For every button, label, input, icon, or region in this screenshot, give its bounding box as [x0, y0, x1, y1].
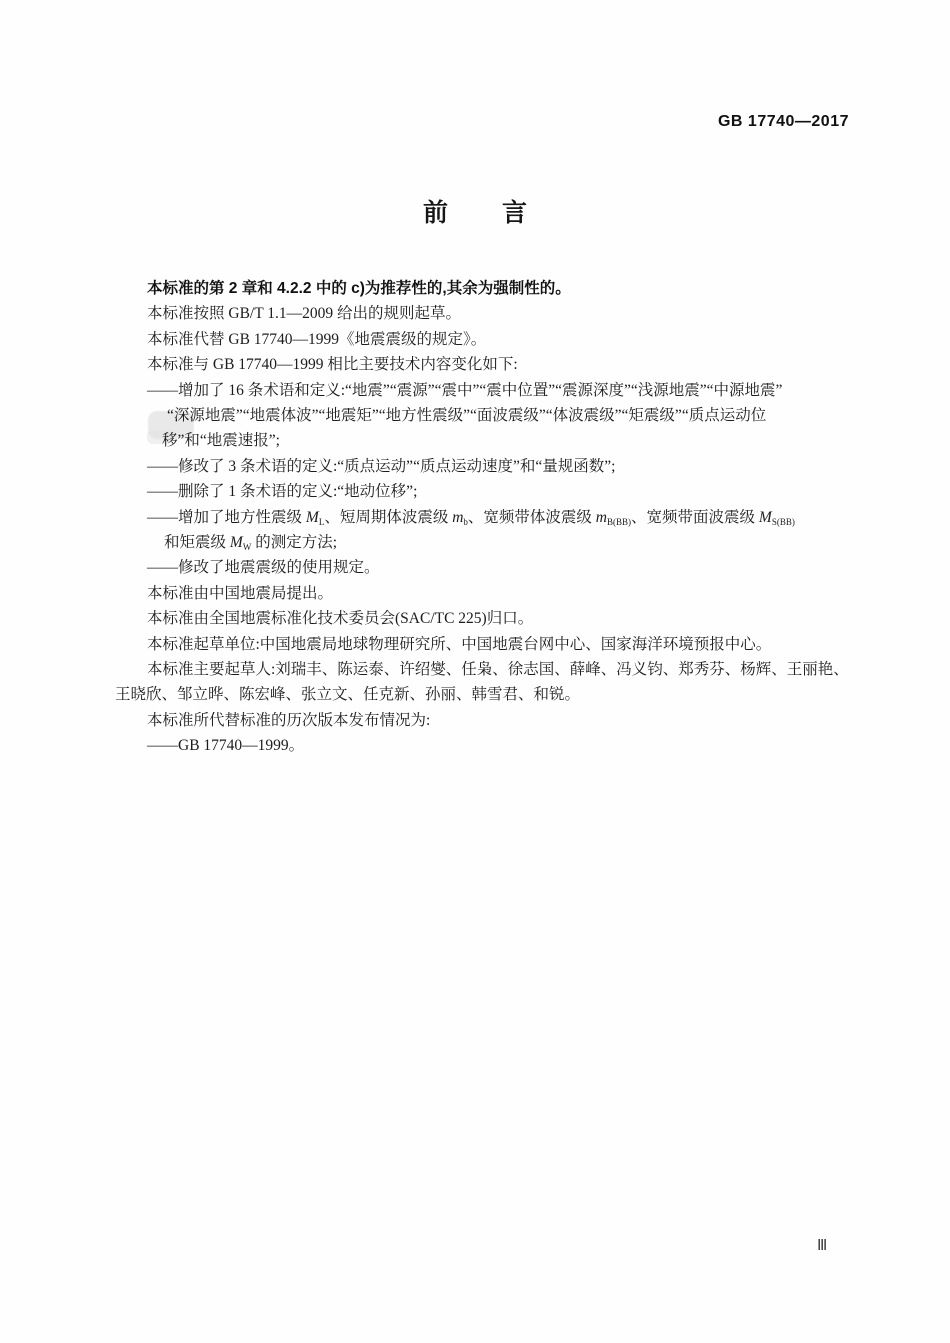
- magnitude-symbol: m: [452, 509, 464, 526]
- body-line: ——修改了地震震级的使用规定。: [147, 559, 380, 576]
- body-line: 移”和“地震速报”;: [162, 432, 280, 449]
- magnitude-symbol: M: [305, 509, 319, 526]
- body-line: 本标准所代替标准的历次版本发布情况为:: [147, 712, 431, 729]
- body-line: 本标准由中国地震局提出。: [147, 585, 334, 602]
- magnitude-symbol: m: [595, 509, 607, 526]
- body-line: 本标准代替 GB 17740—1999《地震震级的规定》。: [147, 331, 487, 348]
- magnitude-subscript: L: [318, 517, 325, 527]
- body-line: 本标准按照 GB/T 1.1—2009 给出的规则起草。: [147, 305, 462, 322]
- body-line: “深源地震”“地震体波”“地震矩”“地方性震级”“面波震级”“体波震级”“矩震级”“质点运动位: [167, 407, 767, 424]
- magnitude-subscript: W: [242, 542, 252, 552]
- body-line: 本标准与 GB 17740—1999 相比主要技术内容变化如下:: [147, 356, 518, 373]
- magnitude-subscript: b: [463, 517, 468, 527]
- body-line: 和矩震级 $M_W$ 的测定方法;: [164, 534, 337, 552]
- standard-number-header: GB 17740—2017: [717, 113, 849, 130]
- body-line: ——增加了 16 条术语和定义:“地震”“震源”“震中”“震中位置”“震源深度”“浅源地震”“中源地震”: [147, 382, 783, 399]
- body-line: 本标准主要起草人:刘瑞丰、陈运泰、许绍燮、任枭、徐志国、薛峰、冯义钧、郑秀芬、杨辉、王丽艳、: [147, 661, 849, 678]
- page-title-char: 前: [422, 199, 448, 227]
- body-line: 本标准起草单位:中国地震局地球物理研究所、中国地震台网中心、国家海洋环境预报中心。: [147, 636, 772, 653]
- body-line: ——增加了地方性震级 $M_L$、短周期体波震级 $m_b$、宽频带体波震级 $m_{B(BB)}$、宽频带面波震级 $M_{S(BB)}$: [147, 509, 795, 527]
- magnitude-symbol: M: [758, 509, 772, 526]
- body-line: ——修改了 3 条术语的定义:“质点运动”“质点运动速度”和“量规函数”;: [147, 458, 616, 475]
- body-line: ——删除了 1 条术语的定义:“地动位移”;: [147, 483, 418, 500]
- magnitude-symbol: M: [229, 534, 243, 551]
- body-line: 本标准由全国地震标准化技术委员会(SAC/TC 225)归口。: [147, 610, 534, 627]
- body-line: 王晓欣、邹立晔、陈宏峰、张立文、任克新、孙丽、韩雪君、和锐。: [115, 686, 581, 703]
- magnitude-subscript: S(BB): [771, 517, 795, 527]
- body-line: 本标准的第 2 章和 4.2.2 中的 c)为推荐性的,其余为强制性的。: [147, 280, 571, 297]
- page-number: Ⅲ: [817, 1237, 829, 1254]
- page-title-char: 言: [502, 199, 528, 227]
- body-line: ——GB 17740—1999。: [147, 737, 305, 754]
- magnitude-subscript: B(BB): [607, 517, 632, 527]
